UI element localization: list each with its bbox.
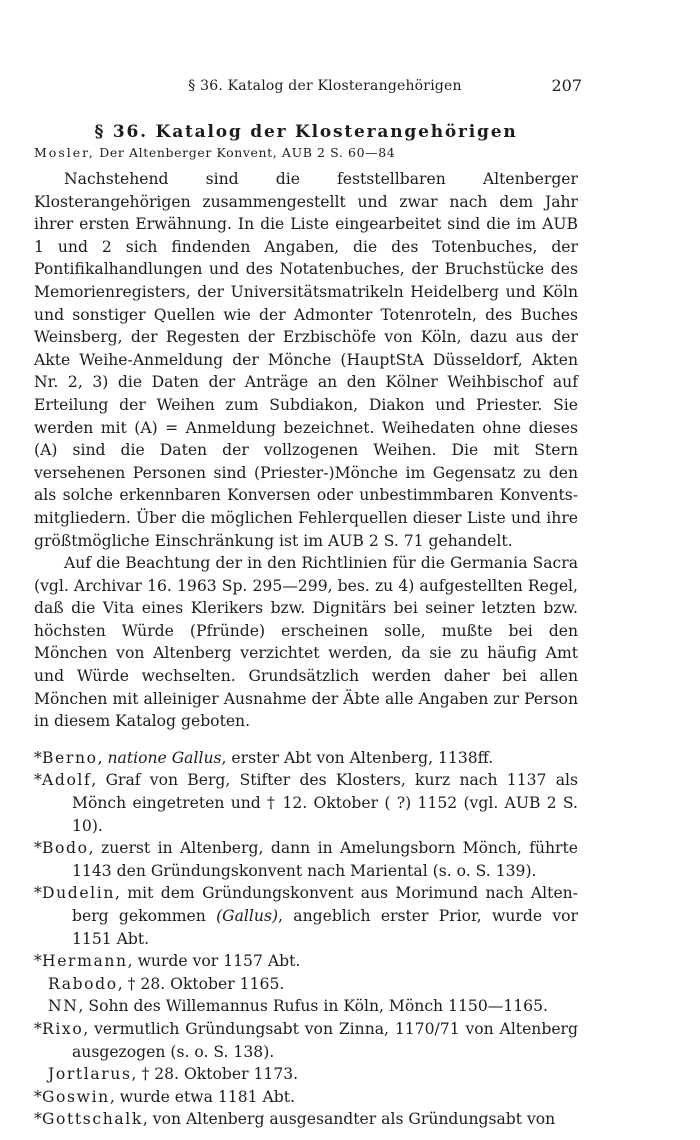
entry-text: , von Altenberg ausgesandter als Gründungsabt von [142, 1110, 556, 1129]
catalog-entry [34, 1086, 578, 1109]
catalog-entry [34, 950, 578, 973]
entry-text: , † 28. Oktober 1165. [117, 974, 285, 993]
entry-name: Goswin [42, 1087, 110, 1106]
source-reference [34, 144, 578, 162]
intro-paragraph: Nachstehend sind die feststellbaren Altenberger Klosterangehörigen zusammengestellt und zwar nach dem Jahr ihrer ersten Erwähnung. In die Liste eingearbeitet sind die im AUB 1 und 2 sich findenden Angaben, die des Totenbuches, der Pontifikalhandlungen und des Notatenbuches, der Bruchstücke des Memorienregisters, der Universitätsmatrikeln Heidelberg und Köln und sonstiger Quellen wie der Admonter Totenroteln, des Buches Weinsberg, der Regesten der Erzbischöfe von Köln, dazu aus der Akte Weihe-Anmeldung der Mönche (HauptStA Düsseldorf, Akten Nr. 2, 3) die Daten der Anträge an den Kölner Weihbischof auf Erteilung der Weihen zum Subdiakon, Diakon und Priester. Sie werden mit (A) = Anmeldung bezeichnet. Weihedaten ohne dieses (A) sind die Daten der vollzogenen Weihen. Die mit Stern versehenen Personen sind (Priester-)Mönche im Gegensatz zu den als solche erkennbaren Konversen oder unbestimmbaren Konventsmitgliedern. Über die möglichen Fehlerquellen dieser Liste und ihre größtmögliche Einschränkung ist im AUB 2 S. 71 gehandelt. [34, 170, 578, 550]
source-author: Mosler, [34, 145, 95, 160]
entry-text: , zuerst in Altenberg, dann in Amelungsborn Mönch, führte 1143 den Gründungskonvent nach Mariental (s. o. S. 139). [72, 839, 578, 880]
entry-name: Bodo [42, 839, 89, 858]
entry-text: , wurde etwa 1181 Abt. [109, 1087, 295, 1106]
catalog-entry [34, 882, 578, 950]
entry-name: Rabodo [48, 974, 118, 993]
entry-name: Adolf [42, 771, 92, 790]
entry-name: Gottschalk [42, 1110, 143, 1129]
running-head [68, 78, 582, 102]
catalog-entry [34, 995, 578, 1018]
rules-paragraph: Auf die Beachtung der in den Richtlinien für die Germania Sacra (vgl. Archivar 16. 1963 Sp. 295—299, bes. zu 4) aufgestellten Regel, daß die Vita eines Klerikers bzw. Dignitärs bei seiner letzten bzw. höchsten Würde (Pfründe) erscheinen solle, mußte bei den Mönchen von Altenberg verzichtet werden, da sie zu häufig Amt und Würde wechselten. Grundsätzlich werden daher bei allen Mönchen mit alleiniger Ausnahme der Äbte alle Angaben zur Person in diesem Katalog geboten. [34, 554, 578, 731]
monk-star-marker: * [34, 884, 42, 903]
catalog-entry [34, 837, 578, 882]
source-title: Der Altenberger Konvent, AUB 2 S. 60—84 [94, 145, 396, 160]
entry-text: , wurde vor 1157 Abt. [127, 952, 301, 971]
entry-text: , † 28. Oktober 1173. [131, 1065, 299, 1084]
page-number: 207 [551, 76, 582, 95]
entry-text: , mit dem Gründungskonvent aus Morimund nach Altenberg gekommen [72, 884, 578, 925]
catalog-entry [34, 1063, 578, 1086]
entry-text: , Graf von Berg, Stifter des Klosters, kurz nach 1137 als Mönch eingetreten und † 12. Oktober ( ?) 1152 (vgl. AUB 2 S. 10). [72, 771, 578, 835]
monk-star-marker: * [34, 1019, 42, 1038]
monk-star-marker: * [34, 748, 42, 767]
monk-star-marker: * [34, 771, 42, 790]
entry-text: , vermutlich Gründungsabt von Zinna, 1170/71 von Altenberg ausgezogen (s. o. S. 138). [72, 1019, 578, 1061]
entry-text: , erster Abt von Altenberg, 1138ff. [221, 748, 494, 767]
entry-text: , Sohn des Willemannus Rufus in Köln, Mönch 1150—1165. [78, 997, 548, 1016]
catalog-entry [34, 769, 578, 837]
catalog-entry [34, 973, 578, 996]
monk-star-marker: * [34, 1110, 42, 1129]
entry-name: Jortlarus [48, 1065, 132, 1084]
catalog-entries [34, 747, 578, 1131]
catalog-entry: *Berno, natione Gallus, erster Abt von Altenberg, 1138ff. [34, 747, 578, 770]
entry-italic: natione Gallus [107, 748, 222, 767]
entry-italic: (Gallus) [216, 907, 279, 925]
entry-name: Berno [42, 748, 98, 767]
entry-text-continued: , angeblich erster Prior, wurde vor 1151 Abt. [72, 907, 579, 948]
running-title: § 36. Katalog der Klosterangehörigen [188, 78, 462, 94]
monk-star-marker: * [34, 1087, 42, 1106]
monk-star-marker: * [34, 839, 42, 858]
catalog-entry [34, 1108, 578, 1131]
entry-name: NN [48, 997, 79, 1016]
entry-name: Dudelin [42, 884, 115, 903]
entry-name: Rixo [42, 1019, 84, 1038]
section-heading: § 36. Katalog der Klosterangehörigen [94, 122, 518, 142]
catalog-entry [34, 1018, 578, 1063]
page-body [34, 120, 578, 1131]
entry-name: Hermann [42, 952, 128, 971]
monk-star-marker: * [34, 952, 42, 971]
